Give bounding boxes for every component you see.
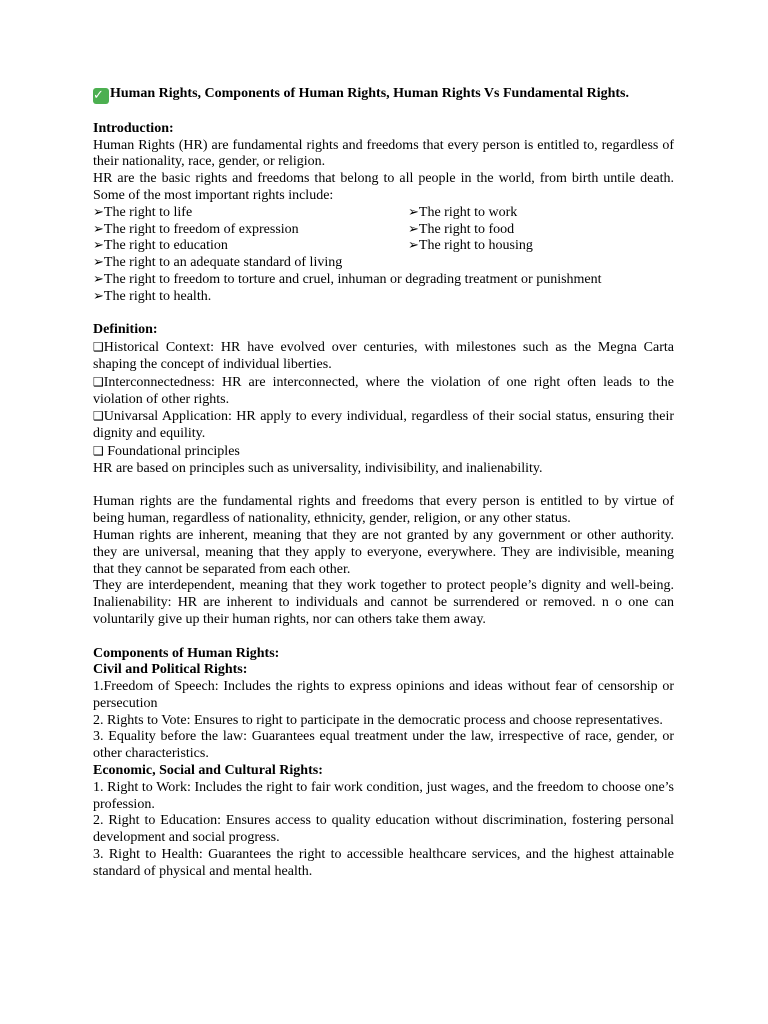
arrow-bullet-icon: ➢ (93, 238, 104, 254)
arrow-bullet-icon: ➢ (408, 221, 419, 237)
list-item: ➢The right to education (93, 238, 228, 254)
definition-summary: HR are based on principles such as universality, indivisibility, and inalienability. (93, 460, 543, 476)
checkbox-icon: ❑ (93, 443, 104, 458)
list-item: 1.Freedom of Speech: Includes the rights to express opinions and ideas without fear of censorship or persecution (93, 679, 674, 711)
arrow-bullet-icon: ➢ (93, 255, 104, 271)
document-page (93, 86, 674, 881)
economic-rights-heading: Economic, Social and Cultural Rights: (93, 763, 323, 779)
list-item: ➢The right to freedom to torture and cruel, inhuman or degrading treatment or punishment (93, 271, 602, 287)
list-item: ➢The right to work (408, 204, 518, 220)
arrow-bullet-icon: ➢ (93, 271, 104, 287)
arrow-bullet-icon: ➢ (408, 238, 419, 254)
page-title: ✓ Human Rights, Components of Human Rights, Human Rights Vs Fundamental Rights. (93, 86, 630, 103)
checkbox-icon: ❑ (93, 374, 104, 389)
body-paragraph: Human rights are the fundamental rights and freedoms that every person is entitled to by virtue of being human, regardless of nationality, ethnicity, gender, religion, or any other status. (93, 494, 674, 527)
list-item: 3. Equality before the law: Guarantees equal treatment under the law, irrespective of race, gender, or other characteristics. (93, 729, 674, 762)
list-item: ➢The right to health. (93, 288, 212, 304)
list-item: 2. Right to Education: Ensures access to quality education without discrimination, fostering personal development and social progress. (93, 813, 674, 846)
civil-rights-heading: Civil and Political Rights: (93, 662, 248, 678)
list-item: ➢The right to an adequate standard of living (93, 255, 343, 271)
body-paragraph: They are interdependent, meaning that they work together to protect people’s dignity and well-being. Inalienability: HR are inherent to individuals and cannot be surrendered or removed. n o one can voluntarily give up their human rights, nor can others take them away. (93, 578, 674, 627)
list-item: ➢The right to freedom of expression (93, 221, 299, 237)
body-paragraph: Human rights are inherent, meaning that they are not granted by any government or other authority. they are universal, meaning that they apply to everyone, everywhere. They are indivisible, meaning that they cannot be separated from each other. (93, 527, 674, 577)
list-item: 2. Rights to Vote: Ensures to right to participate in the democratic process and choose representatives. (93, 712, 663, 728)
intro-paragraph: HR are the basic rights and freedoms that belong to all people in the world, from birth untile death. Some of the most important rights include: (93, 171, 674, 203)
checkbox-icon: ❑ (93, 409, 104, 424)
components-heading: Components of Human Rights: (93, 645, 280, 661)
checkbox-icon: ❑ (93, 340, 104, 355)
intro-heading: Introduction: (93, 120, 174, 136)
intro-paragraph: Human Rights (HR) are fundamental rights and freedoms that every person is entitled to, regardless of their nationality, race, gender, or religion. (93, 137, 674, 170)
arrow-bullet-icon: ➢ (93, 221, 104, 237)
list-item: ➢The right to food (408, 221, 515, 237)
list-item: 1. Right to Work: Includes the right to fair work condition, just wages, and the freedom to choose one’s profession. (93, 779, 674, 812)
arrow-bullet-icon: ➢ (408, 204, 419, 220)
list-item: ➢The right to housing (408, 238, 533, 254)
definition-heading: Definition: (93, 322, 158, 338)
arrow-bullet-icon: ➢ (93, 204, 104, 220)
rights-list-grid (93, 205, 674, 255)
list-item: ❑Univarsal Application: HR apply to every individual, regardless of their social status, ensuring their dignity and equility. (93, 409, 674, 442)
list-item: ❑ Foundational principles (93, 443, 240, 459)
check-mark-icon: ✓ (93, 88, 109, 104)
list-item: ❑Interconnectedness: HR are interconnected, where the violation of one right often leads to the violation of other rights. (93, 374, 674, 407)
arrow-bullet-icon: ➢ (93, 288, 104, 304)
list-item: ❑Historical Context: HR have evolved over centuries, with milestones such as the Megna Carta shaping the concept of individual liberties. (93, 340, 674, 372)
list-item: ➢The right to life (93, 204, 193, 220)
list-item: 3. Right to Health: Guarantees the right to accessible healthcare services, and the highest attainable standard of physical and mental health. (93, 847, 674, 879)
